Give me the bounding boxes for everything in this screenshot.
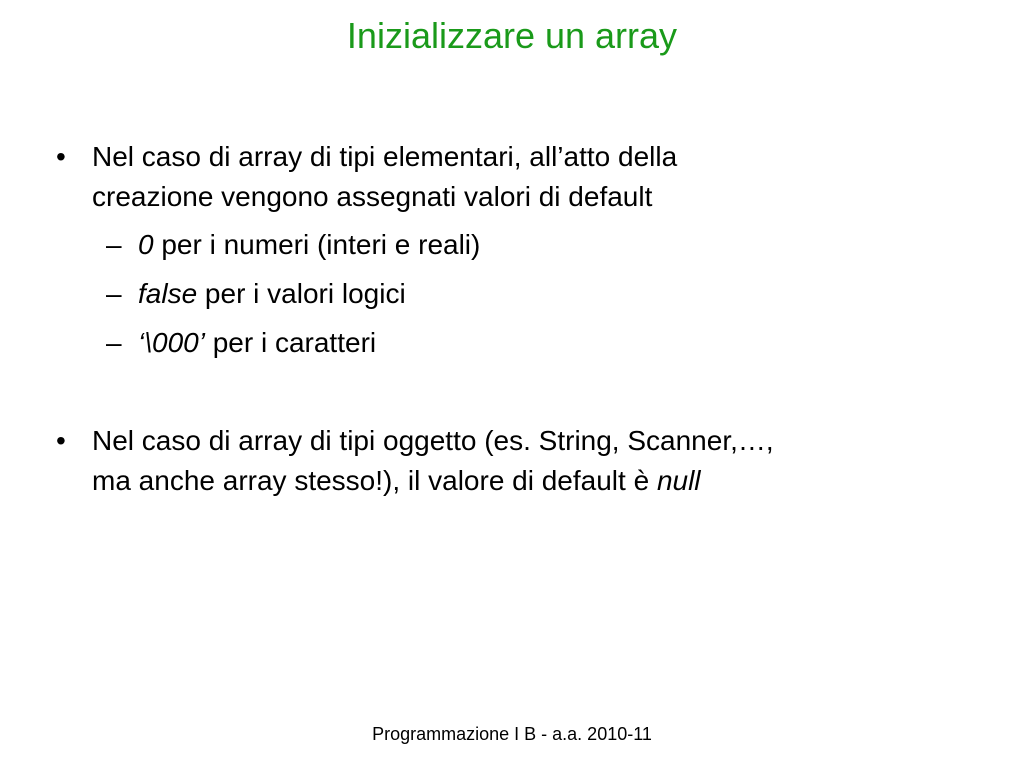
sub-item-text: per i caratteri bbox=[204, 327, 377, 358]
keyword-zero: 0 bbox=[138, 229, 154, 260]
dash-mark: – bbox=[106, 327, 122, 358]
dash-mark: – bbox=[106, 229, 122, 260]
slide-footer: Programmazione I B - a.a. 2010-11 bbox=[372, 724, 652, 744]
bullet-mark: • bbox=[56, 425, 66, 456]
bullet-line: Nel caso di array di tipi elementari, all’atto della bbox=[92, 141, 678, 172]
dash-mark: – bbox=[106, 278, 122, 309]
slide-title: Inizializzare un array bbox=[346, 15, 678, 56]
bullet-text bbox=[92, 137, 952, 217]
keyword-false: false bbox=[138, 278, 198, 309]
keyword-null: null bbox=[656, 465, 701, 496]
bullet-line: Nel caso di array di tipi oggetto (es. String, Scanner,…, bbox=[92, 425, 774, 456]
bullet-line bbox=[92, 461, 952, 501]
bullet-text bbox=[92, 421, 952, 501]
bullet-line-text: ma anche array stesso!), il valore di default è bbox=[92, 465, 657, 496]
bullet-mark: • bbox=[56, 141, 66, 172]
bullet-line: creazione vengono assegnati valori di default bbox=[92, 181, 653, 212]
sub-item-text: per i numeri (interi e reali) bbox=[153, 229, 481, 260]
sub-item-text: per i valori logici bbox=[197, 278, 406, 309]
keyword-null-char: ‘\000’ bbox=[138, 327, 205, 358]
